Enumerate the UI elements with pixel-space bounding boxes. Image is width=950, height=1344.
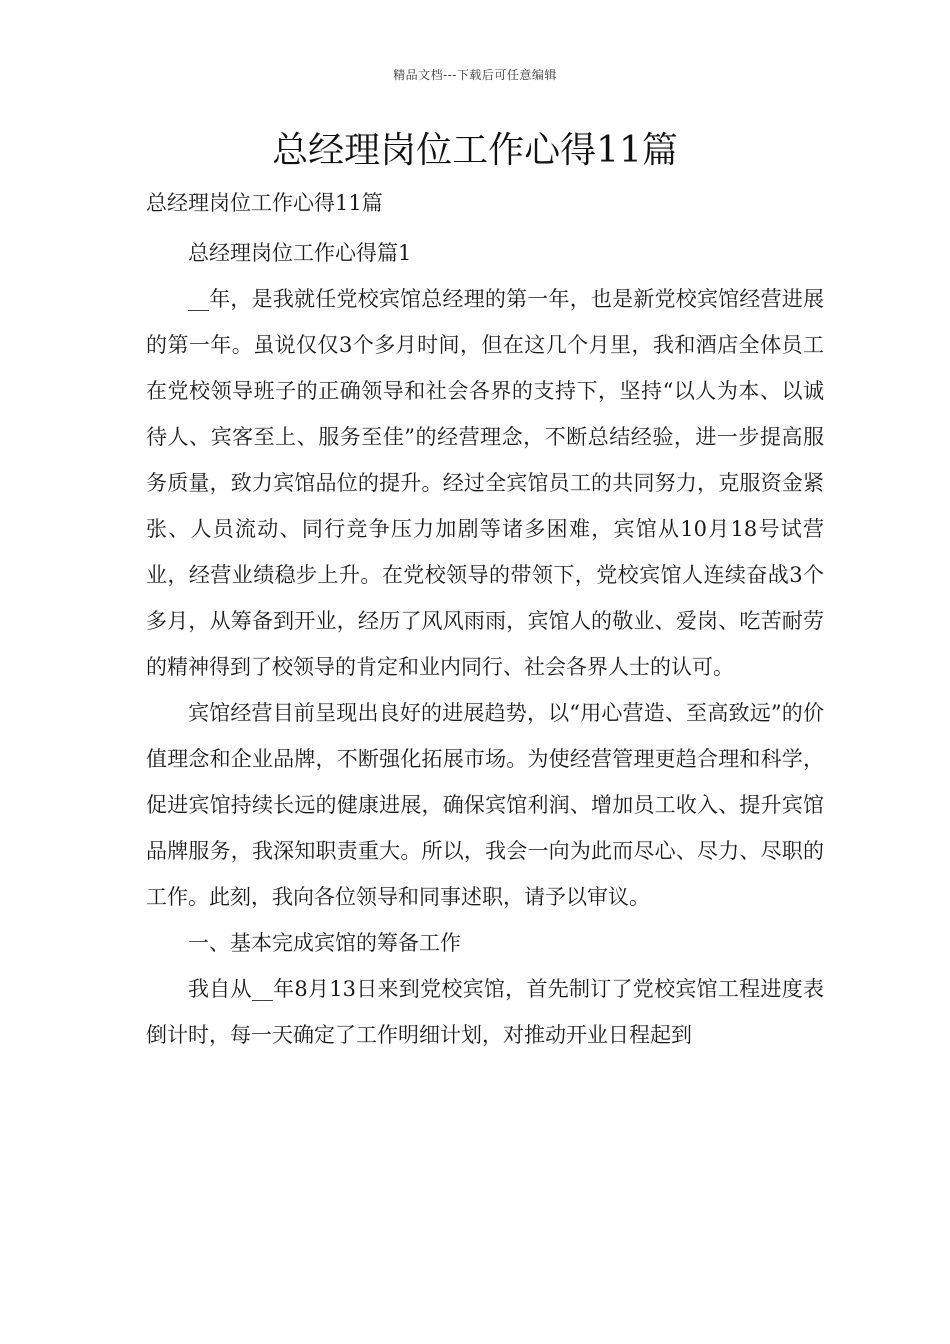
- document-body: [146, 180, 824, 1058]
- body-paragraph: 我自从__年8月13日来到党校宾馆，首先制订了党校宾馆工程进度表倒计时，每一天确定了工作明细计划，对推动开业日程起到: [146, 977, 824, 1047]
- body-paragraph: 宾馆经营目前呈现出良好的进展趋势，以“用心营造、至高致远”的价值理念和企业品牌，不断强化拓展市场。为使经营管理更趋合理和科学，促进宾馆持续长远的健康进展，确保宾馆利润、增加员工收入、提升宾馆品牌服务，我深知职责重大。所以，我会一向为此而尽心、尽力、尽职的工作。此刻，我向各位领导和同事述职，请予以审议。: [146, 701, 824, 909]
- document-subtitle: 总经理岗位工作心得11篇: [146, 191, 383, 215]
- body-paragraph: __年，是我就任党校宾馆总经理的第一年，也是新党校宾馆经营进展的第一年。虽说仅仅3个多月时间，但在这几个月里，我和酒店全体员工在党校领导班子的正确领导和社会各界的支持下，坚持“以人为本、以诚待人、宾客至上、服务至佳”的经营理念，不断总结经验，进一步提高服务质量，致力宾馆品位的提升。经过全宾馆员工的共同努力，克服资金紧张、人员流动、同行竞争压力加剧等诸多困难，宾馆从10月18号试营业，经营业绩稳步上升。在党校领导的带领下，党校宾馆人连续奋战3个多月，从筹备到开业，经历了风风雨雨，宾馆人的敬业、爱岗、吃苦耐劳的精神得到了校领导的肯定和业内同行、社会各界人士的认可。: [146, 287, 824, 679]
- header-note: 精品文档---下载后可任意编辑: [393, 68, 557, 82]
- document-title: 总经理岗位工作心得11篇: [272, 130, 678, 171]
- section-heading: 总经理岗位工作心得篇1: [188, 241, 412, 265]
- section-subheading: 一、基本完成宾馆的筹备工作: [188, 931, 461, 955]
